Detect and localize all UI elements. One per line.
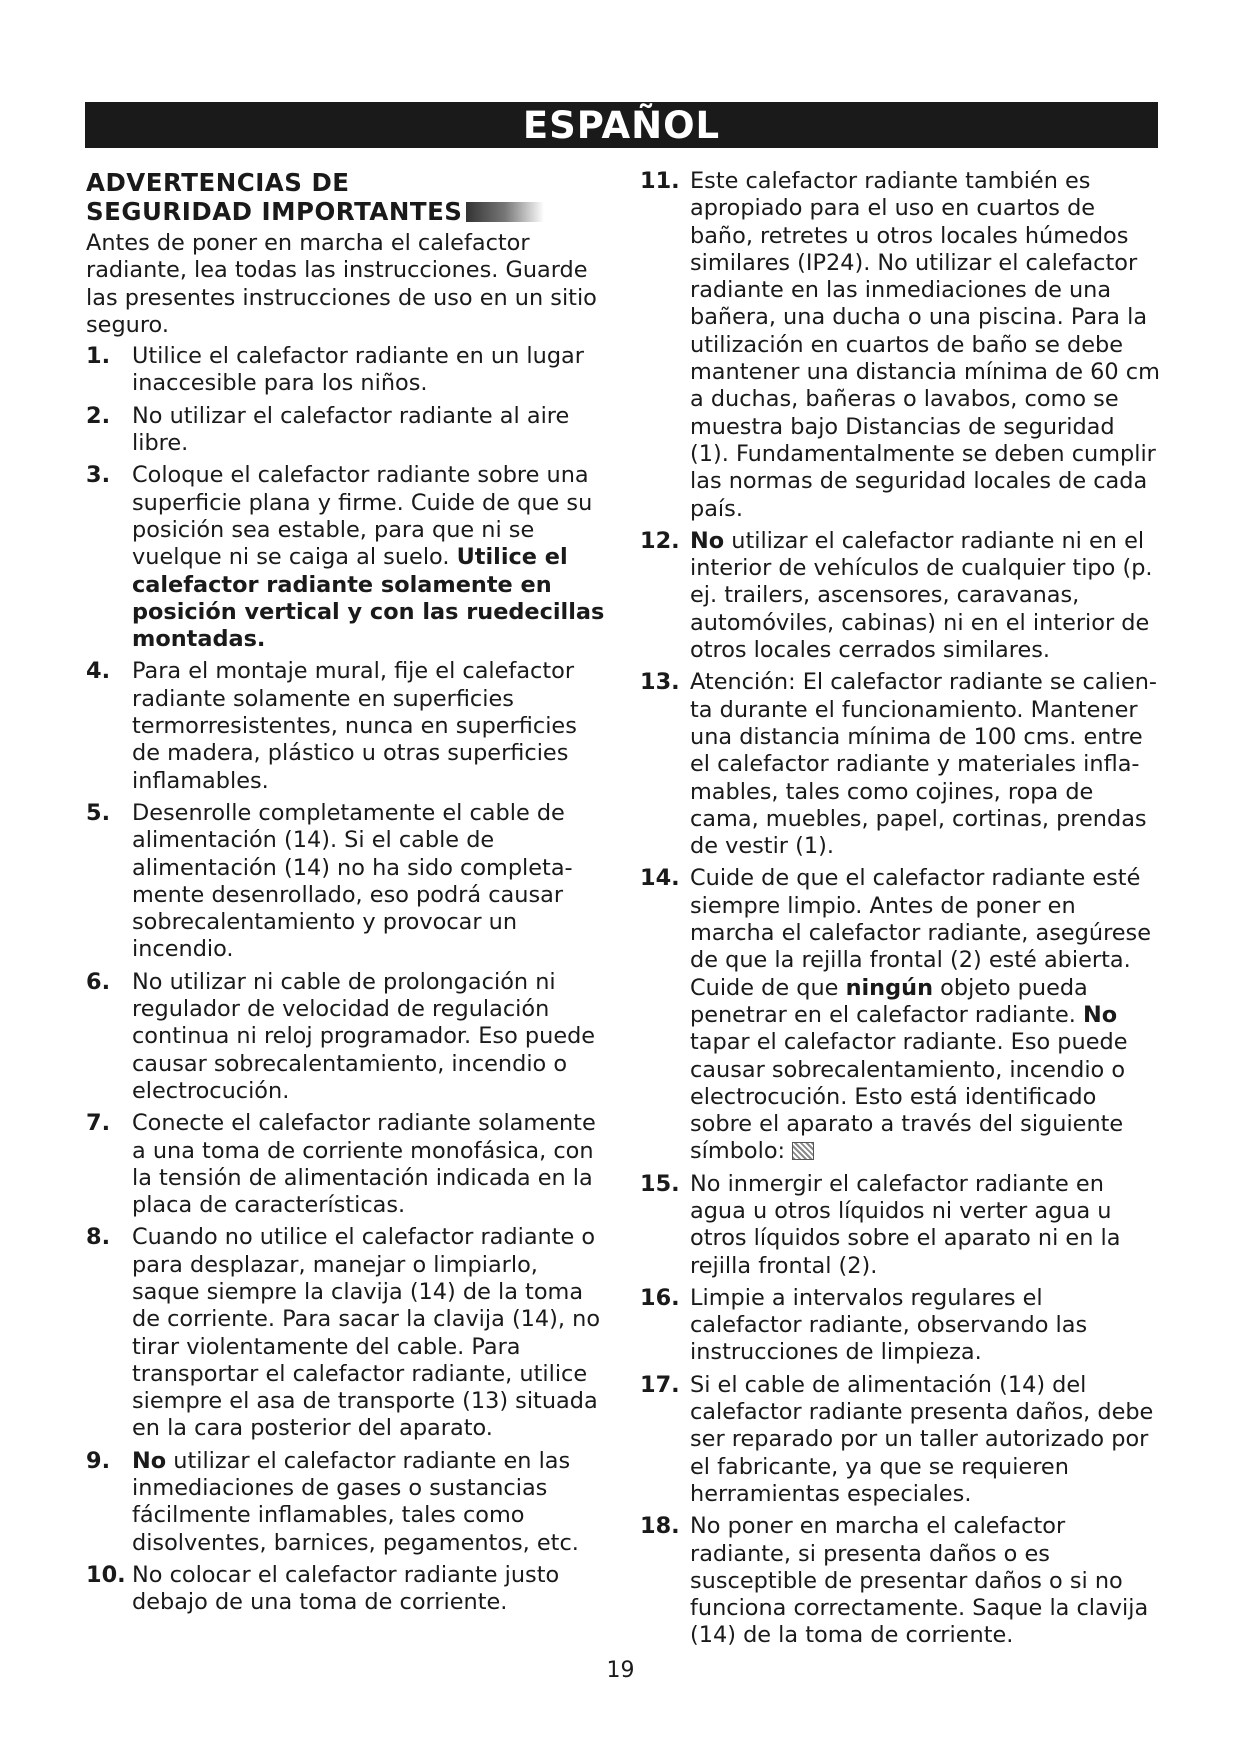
list-item [640,528,1160,664]
item-number: 18. [640,1513,680,1540]
language-banner: ESPAÑOL [85,102,1158,148]
list-item [640,168,1160,523]
item-number: 1. [86,343,111,370]
heading-line-2: SEGURIDAD IMPORTANTES [86,197,463,226]
item-number: 11. [640,168,680,194]
item-bold-text: ningún [845,974,934,1001]
item-text: tapar el calefactor radiante. Eso puede causar sobrecalentamiento, incendio o electrocución. Esto está identificado sobre el aparato a través del siguiente símbolo: [690,1029,1128,1165]
page-number: 19 [606,1658,635,1683]
item-bold-text: No [1083,1001,1118,1028]
item-number: 12. [640,527,680,554]
item-text: Utilice el calefactor radiante en un lugar inaccesible para los niños. [132,343,584,397]
item-text: Limpie a intervalos regulares el calefactor radiante, observando las instrucciones de limpieza. [690,1284,1088,1366]
item-number: 2. [86,402,111,429]
item-number: 9. [86,1447,111,1474]
item-number: 7. [86,1110,111,1137]
item-text: No colocar el calefactor radiante justo debajo de una toma de corriente. [132,1561,560,1616]
item-text: No poner en marcha el calefactor radiante, si presenta daños o es susceptible de presentar daños o si no funciona correctamente. Saque la clavija (14) de la toma de corriente. [690,1513,1149,1649]
item-text: Atención: El calefactor radiante se calien-ta durante el funcionamiento. Mantener una distancia mínima de 100 cms. entre el calefactor radiante y materiales infla-mables, tales como cojines, ropa de cama, muebles, papel, cortinas, prendas de vestir (1). [690,669,1157,860]
item-number: 8. [86,1224,111,1251]
item-text: utilizar el calefactor radiante ni en el interior de vehículos de cualquier tipo (p. ej. trailers, ascensores, caravanas, automóviles, cabinas) ni en el interior de otros locales cerrados similares. [690,527,1153,664]
item-text: No inmergir el calefactor radiante en agua u otros líquidos ni verter agua u otros líquidos sobre el aparato ni en la rejilla frontal (2). [690,1170,1121,1279]
list-item [86,800,606,964]
item-text: Cuide de que el calefactor radiante esté siempre limpio. Antes de poner en marcha el calefactor radiante, asegúrese de que la rejilla frontal (2) esté abierta. Cuide de que [690,865,1151,1001]
list-item [640,1513,1160,1649]
intro-paragraph: Antes de poner en marcha el calefactor radiante, lea todas las instrucciones. Guarde las presentes instrucciones de uso en un sitio seguro. [86,230,597,338]
right-column [640,168,1160,1655]
item-text: Cuando no utilice el calefactor radiante o para desplazar, manejar o limpiarlo, saque siempre la clavija (14) de la toma de corriente. Para sacar la clavija (14), no tirar violentamente del cable. Para transportar el calefactor radiante, utilice siempre el asa de transporte (13) situada en la cara posterior del aparato. [132,1224,601,1442]
item-number: 3. [86,462,111,489]
left-column [86,168,606,1622]
item-text: Para el montaje mural, fije el calefactor radiante solamente en superficies termorresistentes, nunca en superficies de madera, plástico u otras superficies inflamables. [132,658,577,794]
list-item [86,1562,606,1617]
item-text: Conecte el calefactor radiante solamente a una toma de corriente monofásica, con la tensión de alimentación indicada en la placa de características. [132,1110,596,1219]
heading-line-1: ADVERTENCIAS DE [86,168,350,197]
item-number: 10. [86,1561,126,1588]
list-item [86,1448,606,1557]
item-number: 5. [86,799,111,826]
item-bold-text: No [132,1447,167,1474]
item-number: 16. [640,1284,680,1311]
list-item [640,1372,1160,1508]
item-text: Desenrolle completamente el cable de alimentación (14). Si el cable de alimentación (14) no ha sido completa-mente desenrollado, eso podrá causar sobrecalentamiento y provocar un incendio. [132,799,573,963]
list-item [86,403,606,458]
list-item [640,1171,1160,1280]
item-number: 15. [640,1170,680,1197]
item-number: 14. [640,865,680,892]
heading-gradient-bar [466,202,544,222]
list-item [86,1224,606,1442]
list-item [86,1110,606,1219]
item-text: Si el cable de alimentación (14) del calefactor radiante presenta daños, debe ser reparado por un taller autorizado por el fabricante, ya que se requieren herramientas especiales. [690,1371,1154,1507]
list-item [640,865,1160,1165]
item-number: 17. [640,1371,680,1398]
list-item [640,1285,1160,1367]
item-text: No utilizar ni cable de prolongación ni regulador de velocidad de regulación continua ni reloj programador. Eso puede causar sobrecalentamiento, incendio o electrocución. [132,968,596,1104]
item-number: 4. [86,658,111,685]
item-number: 6. [86,968,111,995]
list-item [86,969,606,1105]
item-bold-text: Utilice el calefactor radiante solamente en posición vertical y con las ruedecillas montadas. [132,544,605,653]
no-cover-symbol-icon [792,1142,814,1160]
list-item [86,658,606,794]
item-text: objeto pueda penetrar en el calefactor radiante. [690,974,1088,1028]
list-item [640,669,1160,860]
item-text: utilizar el calefactor radiante en las inmediaciones de gases o sustancias fácilmente inflamables, tales como disolventes, barnices, pegamentos, etc. [132,1447,579,1556]
item-text: Este calefactor radiante también es apropiado para el uso en cuartos de baño, retretes u otros locales húmedos similares (IP24). No utilizar el calefactor radiante en las inmediaciones de una bañera, una ducha o una piscina. Para la utilización en cuartos de baño se debe mantener una distancia mínima de 60 cm a duchas, bañeras o lavabos, como se muestra bajo Distancias de seguridad (1). Fundamentalmente se deben cumplir las normas de seguridad locales de cada país. [690,168,1160,522]
list-item [86,462,606,653]
list-item [86,343,606,398]
section-heading [86,168,606,226]
item-bold-text: No [690,527,725,554]
item-number: 13. [640,669,680,696]
item-text: Coloque el calefactor radiante sobre una superficie plana y firme. Cuide de que su posición sea estable, para que ni se vuelque ni se caiga al suelo. [132,462,593,571]
item-text: No utilizar el calefactor radiante al aire libre. [132,402,570,457]
